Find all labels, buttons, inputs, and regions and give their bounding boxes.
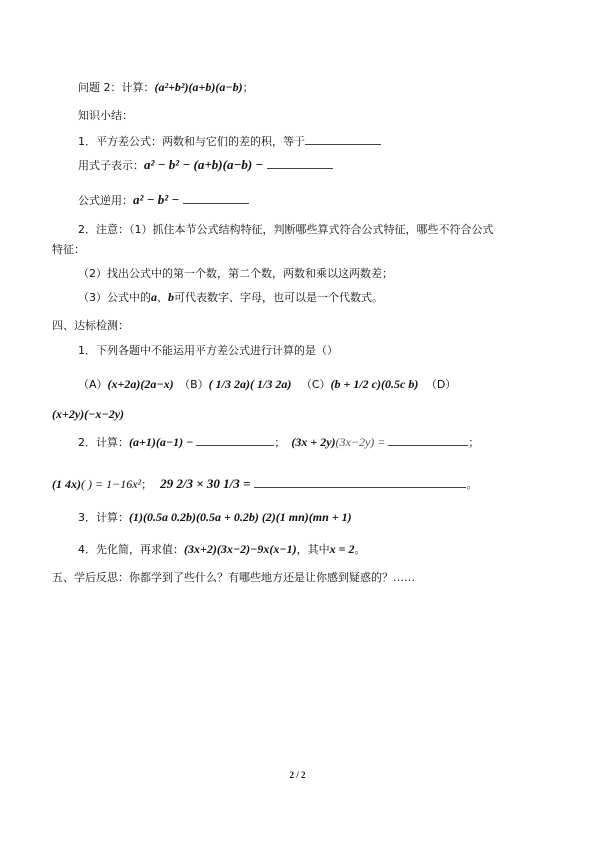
test-2-line-2: [52, 476, 477, 493]
variable-b: b: [168, 290, 174, 304]
summary-title: 知识小结：: [78, 109, 133, 122]
test-4-middle: ，其中: [296, 543, 330, 556]
summary-item-1: [78, 133, 381, 150]
note-line-2: 特征：: [52, 243, 85, 256]
test-3: [78, 509, 352, 526]
section-4-title: 四、达标检测：: [52, 319, 129, 332]
test-2-expression-1: (a+1)(a−1) −: [129, 435, 194, 449]
option-d-math: (x+2y)(−x−2y): [52, 407, 125, 421]
option-d-expression: [52, 406, 124, 423]
answer-blank[interactable]: [254, 476, 466, 488]
test-4-end: 。: [354, 543, 366, 556]
question-2-end: ；: [242, 81, 254, 94]
answer-blank[interactable]: [305, 133, 381, 145]
note-separator: 、: [157, 291, 168, 304]
note-line-4-end: 可代表数字、字母，也可以是一个代数式。: [174, 291, 383, 304]
test-3-label: 3．计算：: [78, 511, 129, 524]
test-2-expression-3: (1 4x): [52, 477, 81, 491]
test-4-expression: (3x+2)(3x−2)−9x(x−1): [184, 542, 297, 556]
answer-blank[interactable]: [388, 434, 468, 446]
test-2-expression-4: 29 2/3 × 30 1/3 =: [160, 476, 251, 491]
note-line-1: 2．注意：（1）抓住本节公式结构特征，判断哪些算式符合公式特征，哪些不符合公式: [78, 223, 494, 236]
test-3-expression: (1)(0.5a 0.2b)(0.5a + 0.2b) (2)(1 mn)(mn + 1): [129, 510, 352, 524]
page-number: 2 / 2: [289, 770, 306, 780]
option-a-label: （A）: [78, 378, 108, 391]
formula-reverse: [78, 192, 249, 209]
formula-expression-math: a² − b² − (a+b)(a−b) −: [144, 157, 264, 172]
formula-reverse-math: a² − b² −: [133, 192, 180, 207]
summary-item-1-text: 1．平方差公式：两数和与它们的差的积，等于: [78, 135, 305, 148]
answer-blank[interactable]: [183, 192, 249, 204]
test-1-options: [78, 376, 456, 393]
test-2-line-1: [78, 434, 479, 451]
formula-expression-label: 用式子表示：: [78, 159, 144, 172]
note-line-4: [78, 289, 383, 306]
option-b-label: （B）: [179, 378, 209, 391]
option-c-label: （C）: [300, 378, 331, 391]
option-a-expression: (x+2a)(2a−x): [107, 377, 174, 391]
variable-a: a: [151, 290, 157, 304]
option-c-expression: (b + 1/2 c)(0.5c b): [330, 377, 419, 391]
note-line-4-start: （3）公式中的: [78, 291, 151, 304]
test-2-end-2: 。: [466, 478, 478, 491]
test-1-question: 1．下列各题中不能运用平方差公式进行计算的是（）: [78, 344, 338, 357]
test-4-label: 4．先化简，再求值：: [78, 543, 184, 556]
note-line-3: （2）找出公式中的第一个数，第二个数，两数和乘以这两数差；: [78, 267, 393, 280]
formula-reverse-label: 公式逆用：: [78, 194, 133, 207]
formula-expression: [78, 157, 333, 174]
question-2-label: 问题 2：计算：: [78, 81, 155, 94]
test-4: [78, 541, 365, 558]
question-2: [78, 79, 254, 96]
option-b-expression: ( 1/3 2a)( 1/3 2a): [208, 377, 292, 391]
question-2-expression: (a²+b²)(a+b)(a−b): [154, 80, 243, 94]
option-d-label: （D）: [425, 378, 457, 391]
test-2-label: 2．计算：: [78, 436, 129, 449]
test-2-separator-2: ；: [141, 478, 153, 491]
section-5-reflection: 五、学后反思：你都学到了些什么？有哪些地方还是让你感到疑惑的？……: [52, 571, 415, 584]
test-2-end: ；: [468, 436, 480, 449]
answer-blank[interactable]: [267, 157, 333, 169]
test-2-expression-3b: ( ) = 1−16x²: [81, 477, 142, 491]
test-4-condition: x = 2: [329, 542, 355, 556]
test-2-expression-2b: (3x−2y) =: [335, 435, 386, 449]
test-2-expression-2: (3x + 2y): [291, 435, 336, 449]
answer-blank[interactable]: [196, 434, 274, 446]
test-2-separator: ；: [274, 436, 286, 449]
